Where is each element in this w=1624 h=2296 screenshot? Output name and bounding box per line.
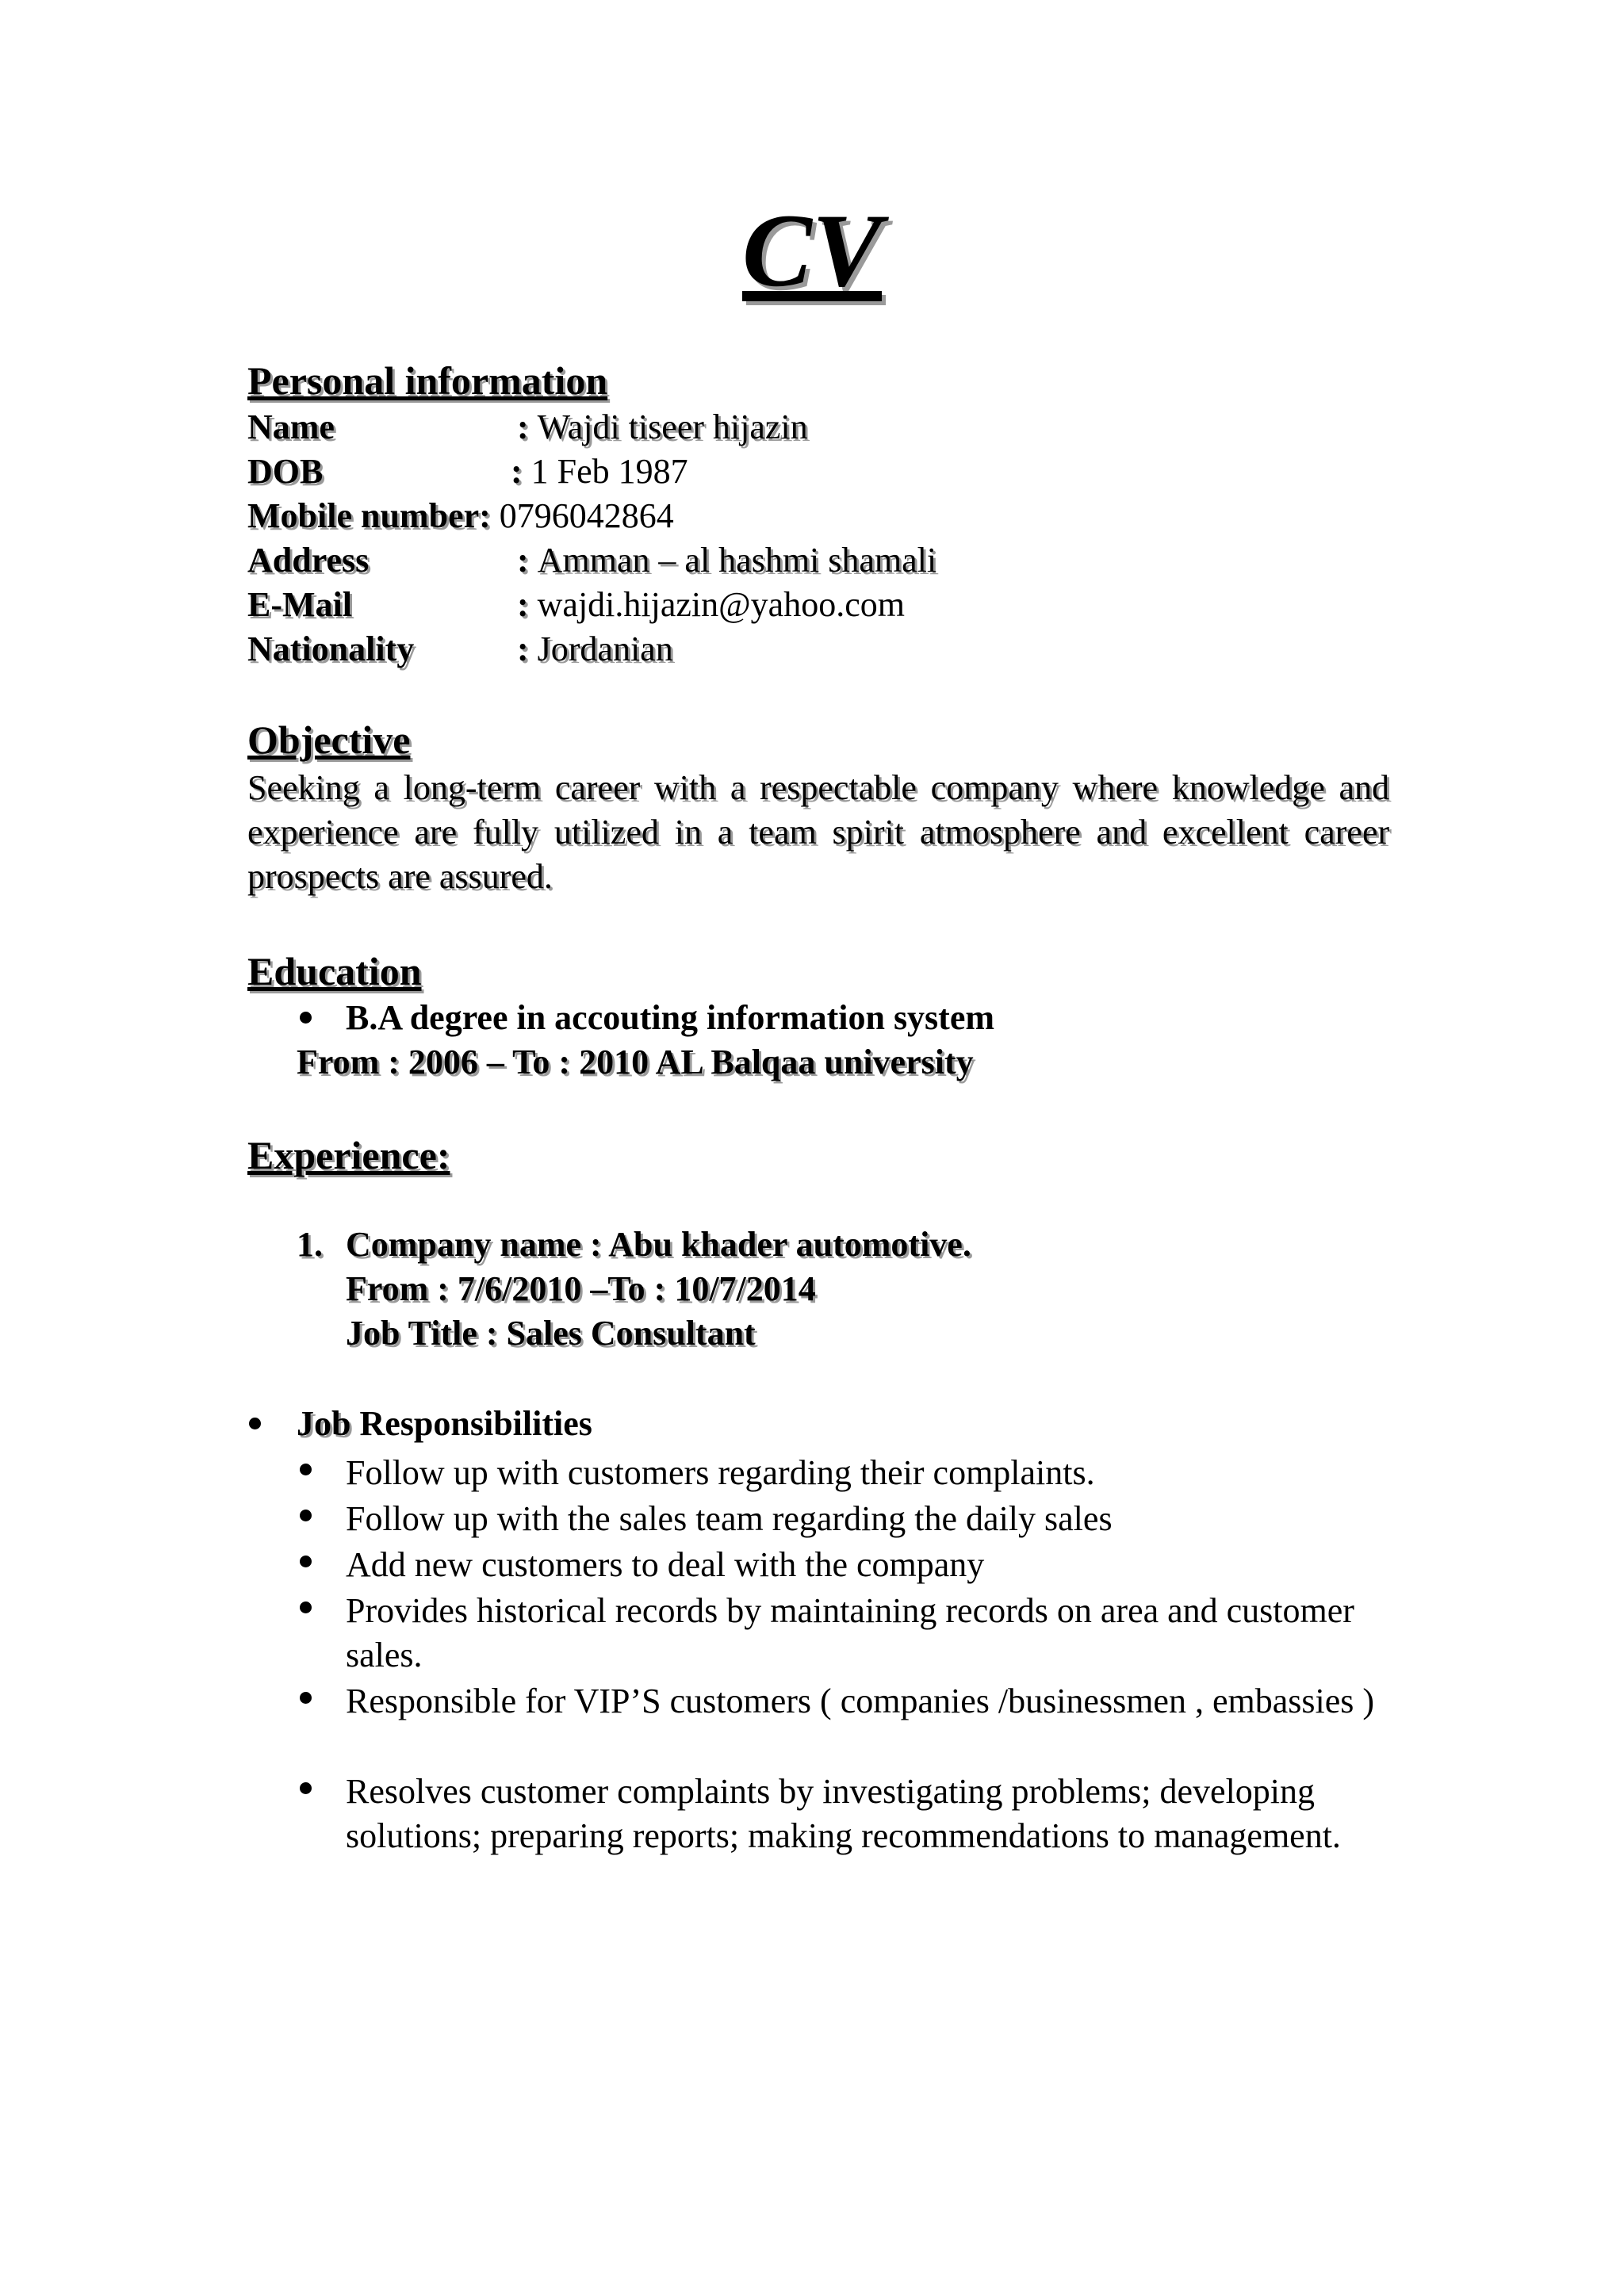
address-row: Address : Amman – al hashmi shamali — [247, 541, 937, 580]
experience-company: Company name : Abu khader automotive. — [346, 1225, 971, 1264]
nationality-row: Nationality : Jordanian — [247, 629, 673, 668]
responsibility-item: Follow up with the sales team regarding the daily sales — [346, 1499, 1113, 1538]
personal-info-heading: Personal information — [247, 358, 608, 403]
document-title: CV — [741, 192, 883, 308]
experience-period: From : 7/6/2010 –To : 10/7/2014 — [346, 1269, 816, 1308]
responsibilities-heading — [297, 1406, 592, 1441]
email-row: E-Mail : wajdi.hijazin@yahoo.com — [247, 585, 905, 624]
bullet-icon — [300, 1510, 312, 1521]
nationality-value: Jordanian — [537, 629, 673, 668]
nationality-label: Nationality — [247, 629, 415, 668]
dob-row: DOB : 1 Feb 1987 — [247, 452, 688, 491]
experience-number: 1. — [297, 1225, 323, 1264]
bullet-icon — [300, 1464, 312, 1475]
responsibility-item: Responsible for VIP’S customers ( companies /businessmen , embassies ) — [346, 1682, 1375, 1720]
education-degree: B.A degree in accouting information system — [346, 998, 995, 1037]
email-value: wajdi.hijazin@yahoo.com — [537, 585, 905, 624]
responsibility-item: Follow up with customers regarding their complaints. — [346, 1453, 1095, 1492]
address-value: Amman – al hashmi shamali — [537, 541, 937, 580]
bullet-icon — [300, 1692, 312, 1704]
responsibility-item: Resolves customer complaints by investigating problems; developing solutions; preparing reports; making recommendations to management. — [346, 1772, 1341, 1855]
responsibility-item: Provides historical records by maintaining records on area and customer sales. — [346, 1591, 1354, 1674]
bullet-icon — [249, 1418, 261, 1429]
responsibilities-heading-job: Job — [297, 1404, 351, 1443]
responsibility-item: Add new customers to deal with the company — [346, 1545, 985, 1584]
name-label: Name — [247, 408, 335, 446]
objective-text: Seeking a long-term career with a respectable company where knowledge and experience are fully utilized in a team spirit atmosphere and excellent career prospects are assured. — [247, 768, 1389, 896]
bullet-icon — [300, 1556, 312, 1567]
name-value: Wajdi tiseer hijazin — [537, 408, 808, 446]
mobile-value: 0796042864 — [499, 496, 674, 535]
education-period: From : 2006 – To : 2010 AL Balqaa university — [297, 1043, 974, 1081]
email-label: E-Mail — [247, 585, 352, 624]
bullet-icon — [300, 1601, 312, 1613]
bullet-icon — [300, 1782, 312, 1794]
education-heading: Education — [247, 949, 422, 993]
responsibilities-heading-rest: Responsibilities — [359, 1404, 592, 1443]
mobile-label: Mobile number: — [247, 496, 491, 535]
name-row: Name : Wajdi tiseer hijazin — [247, 408, 808, 446]
dob-label: DOB — [247, 452, 324, 491]
address-label: Address — [247, 541, 370, 580]
experience-heading: Experience: — [247, 1133, 450, 1177]
experience-job-title: Job Title : Sales Consultant — [346, 1314, 756, 1353]
objective-heading: Objective — [247, 718, 411, 762]
bullet-icon — [300, 1012, 312, 1024]
mobile-row — [247, 496, 674, 535]
dob-value: 1 Feb 1987 — [530, 452, 688, 491]
